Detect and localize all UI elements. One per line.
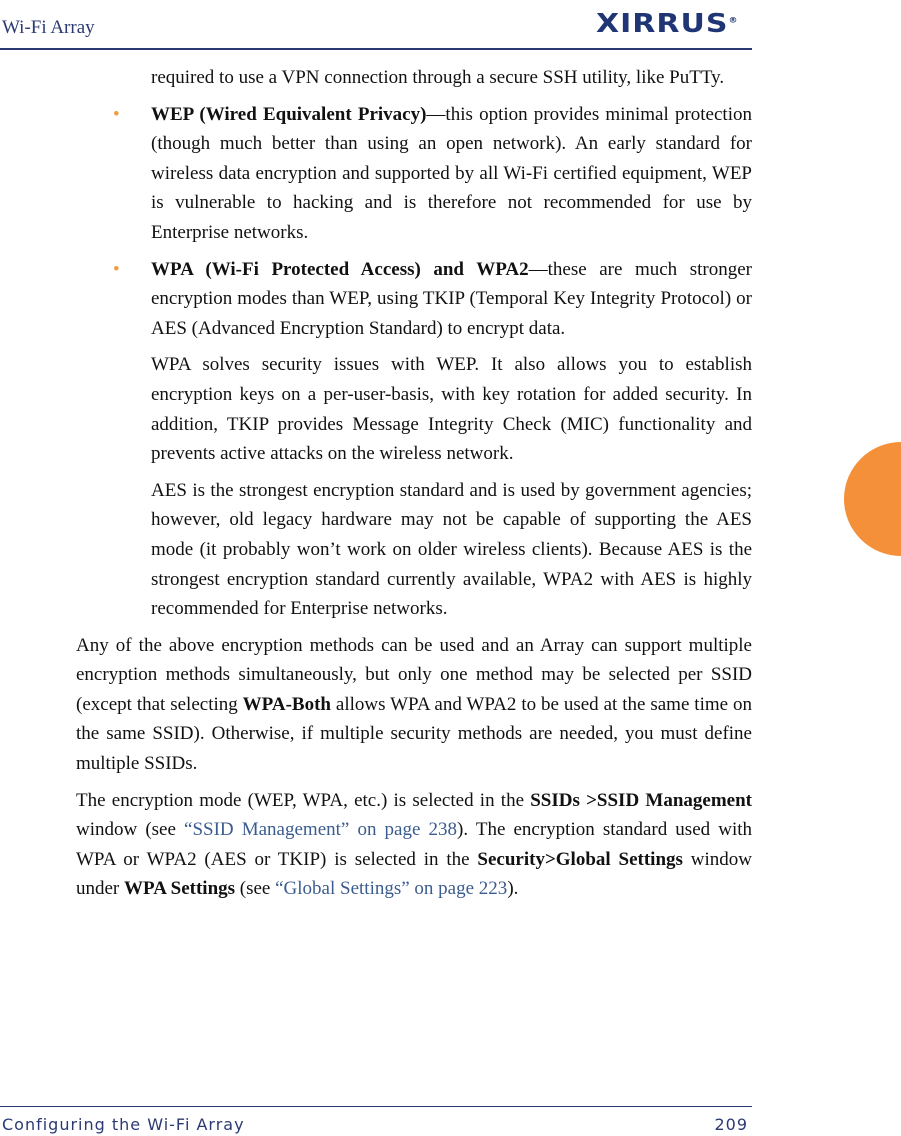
footer-section-title: Configuring the Wi-Fi Array [2,1115,245,1134]
term-wpa: WPA (Wi-Fi Protected Access) and WPA2 [151,258,529,280]
text-run: allows WPA and WPA2 to be used at the same time on the same SSID). Otherwise, if multiple security methods are needed, you must define multiple SSIDs. [76,693,752,775]
paragraph-encryption-mode [76,786,752,904]
term-wpa-settings: WPA Settings [124,878,236,900]
text-run: (see [235,878,276,900]
xirrus-logo [596,9,738,39]
page-body [0,63,901,904]
bullet-wpa [113,255,752,344]
text-run: window under [76,848,752,900]
paragraph-any-methods [76,631,752,779]
term-wpa-both: WPA-Both [242,693,331,715]
term-wep: WEP (Wired Equivalent Privacy) [151,103,427,125]
page-number: 209 [714,1115,748,1134]
term-security-global-settings: Security>Global Settings [477,848,683,870]
text-run: ). [507,878,519,900]
bullet-wep-text: —this option provides minimal protection (though much better than using an open network). An early standard for wireless data encryption and supported by all Wi-Fi certified equipment, WEP is vulnerable to hacking and is therefore not recommended for use by Enterprise networks. [151,103,752,243]
registered-mark: ® [728,16,739,26]
paragraph-wpa: WPA solves security issues with WEP. It also allows you to establish encryption keys on a per-user-basis, with key rotation for added security. In addition, TKIP provides Message Integrity Check (MIC) functionality and prevents active attacks on the wireless network. [151,354,752,465]
text-run: window (see [76,819,185,841]
bullet-wep [113,100,752,248]
footer-rule [0,1106,752,1107]
logo-text: XIRRUS [596,9,729,39]
link-ssid-management[interactable]: “SSID Management” on page 238 [184,819,458,841]
term-ssid-management: SSIDs >SSID Management [530,789,752,811]
bullet-marker: • [113,258,120,280]
bullet-wpa-text: —these are much stronger encryption modes than WEP, using TKIP (Temporal Key Integrity Protocol) or AES (Advanced Encryption Standard) to encrypt data. [151,258,752,339]
link-global-settings[interactable]: “Global Settings” on page 223 [275,878,508,900]
paragraph-vpn: required to use a VPN connection through a secure SSH utility, like PuTTy. [151,67,725,88]
text-run: Any of the above encryption methods can be used and an Array can support multiple encryption methods simultaneously, but only one method may be selected per SSID (except that selecting [76,634,752,715]
text-run: ). The encryption standard used with WPA or WPA2 (AES or TKIP) is selected in the [76,819,753,870]
bullet-marker: • [113,103,120,125]
header-rule [0,48,752,50]
text-run: The encryption mode (WEP, WPA, etc.) is selected in the [76,789,531,811]
paragraph-aes: AES is the strongest encryption standard and is used by government agencies; however, old legacy hardware may not be capable of supporting the AES mode (it probably won’t work on older wireless clients). Because AES is the strongest encryption standard currently available, WPA2 with AES is highly recommended for Enterprise networks. [151,479,752,620]
header-title: Wi-Fi Array [2,17,95,38]
